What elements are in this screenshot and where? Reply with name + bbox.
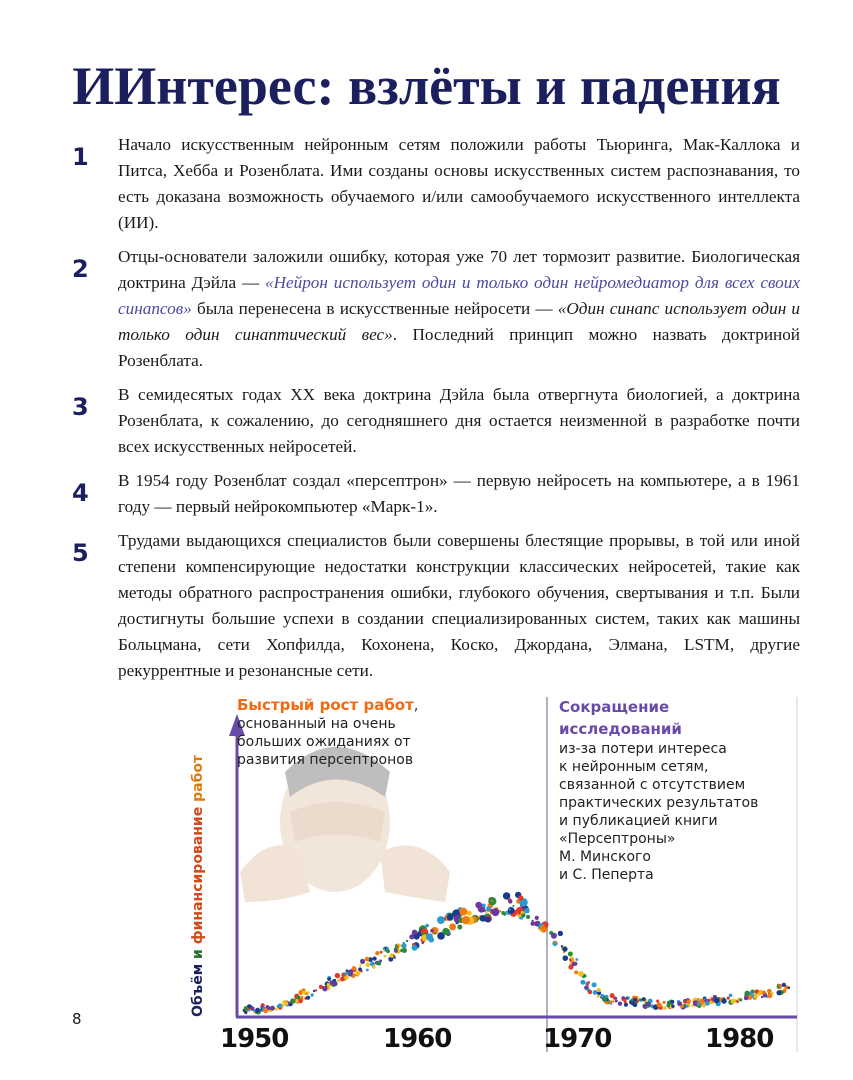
- data-point: [421, 941, 424, 944]
- data-point: [615, 997, 617, 999]
- data-point: [656, 999, 659, 1002]
- data-point: [486, 906, 491, 911]
- data-point: [412, 930, 417, 935]
- data-point: [412, 945, 418, 951]
- data-point: [782, 983, 786, 987]
- data-point: [322, 986, 327, 991]
- data-point: [699, 999, 704, 1004]
- data-point: [449, 923, 456, 930]
- data-point: [731, 999, 736, 1004]
- data-point: [610, 1000, 613, 1003]
- data-point: [360, 959, 365, 964]
- data-point: [712, 998, 715, 1001]
- data-point: [394, 949, 398, 953]
- annotation-rapid-growth: [237, 696, 418, 769]
- page-title: ИИнтерес: взлёты и падения: [72, 56, 781, 116]
- annotation-line: связанной с отсутствием: [559, 777, 746, 793]
- data-point: [663, 1006, 666, 1009]
- annotation-line: к нейронным сетям,: [559, 759, 709, 775]
- data-point: [535, 916, 539, 920]
- data-point: [508, 907, 515, 914]
- data-point: [284, 1002, 288, 1006]
- man-covering-face-illustration: [240, 747, 450, 902]
- annotation-heading: Быстрый рост работ: [237, 696, 414, 714]
- data-point: [593, 990, 598, 995]
- paragraph-text: . Последний принцип можно назвать доктриной Розенблата.: [118, 325, 801, 370]
- paragraph-block: [0, 382, 853, 460]
- data-point: [447, 914, 454, 921]
- data-point: [376, 961, 381, 966]
- data-point: [739, 998, 742, 1001]
- data-point: [686, 999, 691, 1004]
- data-point: [248, 1010, 250, 1012]
- data-point: [524, 908, 530, 914]
- data-point: [310, 993, 313, 996]
- data-point: [509, 908, 511, 910]
- annotation-line: и С. Пеперта: [559, 867, 654, 883]
- paragraph-list: [0, 132, 853, 684]
- data-point: [372, 956, 376, 960]
- data-point: [335, 973, 340, 978]
- data-point: [319, 985, 323, 989]
- data-point: [597, 988, 601, 992]
- rosenblatt-doctrine-quote: «Один синапс использует один и только один синаптический вес»: [118, 299, 800, 344]
- y-label-part: и: [190, 944, 206, 964]
- data-point: [588, 990, 592, 994]
- data-point: [597, 995, 600, 998]
- data-point: [344, 972, 347, 975]
- data-point: [612, 1000, 614, 1002]
- data-point: [457, 925, 462, 930]
- data-point: [327, 977, 331, 981]
- data-point: [512, 905, 514, 907]
- data-point: [554, 941, 557, 944]
- data-point: [705, 1001, 710, 1006]
- paragraph: [118, 244, 800, 374]
- data-point: [397, 945, 399, 947]
- data-point: [499, 910, 501, 912]
- comma: ,: [413, 698, 419, 714]
- data-point: [434, 932, 436, 934]
- data-point: [526, 915, 530, 919]
- data-point: [562, 946, 567, 951]
- data-point: [575, 958, 578, 961]
- data-point: [485, 917, 491, 923]
- data-point: [402, 948, 407, 953]
- y-axis-label: [190, 755, 207, 1017]
- annotation-line: основанный на очень: [237, 716, 396, 732]
- data-point: [657, 1002, 662, 1007]
- data-point: [714, 998, 720, 1004]
- data-point: [691, 1004, 693, 1006]
- data-point: [485, 911, 488, 914]
- data-point: [568, 952, 573, 957]
- paragraph-block: [0, 528, 853, 684]
- data-point: [401, 943, 406, 948]
- paragraph-text: Отцы-основатели заложили ошибку, которая уже 70 лет тормозит развитие. Биологическая доктрина Дэйла —: [118, 247, 800, 292]
- data-point: [587, 981, 590, 984]
- annotation-line: М. Минского: [559, 849, 651, 865]
- data-point: [428, 937, 434, 943]
- data-point: [671, 1000, 675, 1004]
- annotation-decline: [559, 696, 758, 884]
- data-point: [306, 996, 310, 1000]
- data-point: [578, 971, 584, 977]
- data-point: [383, 949, 385, 951]
- data-point: [508, 899, 512, 903]
- data-point: [540, 925, 545, 930]
- data-point: [729, 994, 733, 998]
- data-point: [584, 975, 587, 978]
- data-point: [624, 1003, 628, 1007]
- data-point: [298, 999, 302, 1003]
- data-point: [459, 908, 467, 916]
- data-point: [491, 900, 493, 902]
- paragraph-block: [0, 468, 853, 520]
- data-point: [380, 951, 383, 954]
- data-point: [409, 934, 414, 939]
- data-point: [663, 1001, 666, 1004]
- annotation-heading: Сокращение: [559, 698, 670, 716]
- y-label-part: Объём: [190, 963, 206, 1017]
- data-point: [296, 995, 300, 999]
- data-point: [495, 911, 498, 914]
- data-point: [736, 1001, 739, 1004]
- paragraph: Начало искусственным нейронным сетям положили работы Тьюринга, Мак-Каллока и Питса, Хебба и Розенблата. Ими созданы основы искусственных систем распознавания, то есть доказана возможность обучаемого и/или самообучаемого искусственного интеллекта (ИИ).: [118, 135, 800, 232]
- y-label-part: работ: [190, 754, 206, 807]
- data-point: [355, 971, 360, 976]
- data-point: [255, 1008, 260, 1013]
- paragraph-number: 2: [72, 255, 89, 283]
- x-tick-label: 1970: [543, 1024, 612, 1054]
- paragraph-number: 4: [72, 479, 89, 507]
- data-point: [721, 998, 726, 1003]
- paragraph-number: 3: [72, 393, 89, 421]
- data-point: [344, 979, 346, 981]
- paragraph-text: была перенесена в искусственные нейросети —: [191, 299, 558, 318]
- data-point: [580, 980, 585, 985]
- data-point: [346, 969, 349, 972]
- data-point: [406, 940, 408, 942]
- paragraph-block: [0, 132, 853, 236]
- annotation-line: больших ожиданиях от: [237, 734, 411, 750]
- data-point: [744, 991, 749, 996]
- data-point: [587, 984, 589, 986]
- data-point: [681, 1004, 685, 1008]
- data-point: [365, 962, 370, 967]
- data-point: [329, 980, 334, 985]
- data-point: [375, 951, 379, 955]
- annotation-heading: исследований: [559, 720, 682, 738]
- data-point: [518, 895, 523, 900]
- data-point: [767, 993, 772, 998]
- data-point: [727, 996, 730, 999]
- data-point: [475, 902, 482, 909]
- paragraph: В 1954 году Розенблат создал «персептрон» — первую нейросеть на компьютере, а в 1961 году — первый нейрокомпьютер «Марк-1».: [118, 471, 800, 516]
- data-point: [615, 999, 618, 1002]
- y-label-part: финансирование: [190, 806, 206, 945]
- data-point: [777, 986, 780, 989]
- data-point: [646, 1002, 651, 1007]
- data-point: [263, 1008, 268, 1013]
- data-point: [278, 1003, 283, 1008]
- data-point: [337, 979, 340, 982]
- data-point: [366, 969, 369, 972]
- paragraph: Трудами выдающихся специалистов были совершены блестящие прорывы, в той или иной степени компенсирующие недостатки конструкции классических нейросетей, такие как методы обратного распространения ошибки, глубокого обучения, свертывания и т.п. Были достигнуты большие успехи в создании специализированных систем, таких как машины Больцмана, сети Хопфилда, Кохонена, Коско, Джордана, Элмана, LSTM, другие рекуррентные и резонансные сети.: [118, 531, 800, 680]
- paragraph-number: 5: [72, 539, 89, 567]
- data-point: [442, 928, 449, 935]
- data-point: [244, 1011, 247, 1014]
- page-number: 8: [72, 1010, 82, 1028]
- annotation-line: «Персептроны»: [559, 831, 676, 847]
- data-point: [250, 1007, 254, 1011]
- data-point: [624, 1000, 627, 1003]
- data-point: [744, 996, 749, 1001]
- data-point: [558, 931, 563, 936]
- data-point: [430, 929, 434, 933]
- paragraph: В семидесятых годах XX века доктрина Дэйла была отвергнута биологией, а доктрина Розенблата, к сожалению, до сегодняшнего дня остается неизменной в разработке почти всех искусственных нейросетей.: [118, 385, 800, 456]
- data-point: [437, 916, 445, 924]
- data-point: [383, 955, 386, 958]
- chart-section: [0, 692, 853, 1062]
- annotation-line: и публикацией книги: [559, 813, 718, 829]
- data-point: [551, 933, 557, 939]
- data-point: [622, 996, 625, 999]
- data-point: [270, 1006, 275, 1011]
- data-point: [467, 911, 472, 916]
- data-point: [574, 970, 578, 974]
- data-point: [788, 986, 791, 989]
- data-point: [572, 962, 576, 966]
- data-point: [302, 991, 306, 995]
- data-point: [372, 965, 376, 969]
- data-point: [289, 1003, 292, 1006]
- data-point: [602, 996, 607, 1001]
- x-tick-label: 1980: [705, 1024, 774, 1054]
- data-point: [561, 945, 563, 947]
- x-tick-label: 1960: [383, 1024, 452, 1054]
- data-point: [359, 964, 361, 966]
- data-point: [521, 913, 525, 917]
- data-point: [633, 998, 637, 1002]
- data-point: [505, 911, 507, 913]
- data-point: [763, 993, 767, 997]
- dale-doctrine-quote: «Нейрон использует один и только один нейромедиатор для всех своих синапсов»: [118, 273, 800, 318]
- data-point: [275, 1008, 278, 1011]
- data-point: [592, 982, 597, 987]
- paragraph-number: 1: [72, 143, 89, 171]
- data-point: [639, 998, 642, 1001]
- data-point: [301, 996, 304, 999]
- data-point: [315, 989, 317, 991]
- data-point: [425, 924, 429, 928]
- data-point: [631, 999, 634, 1002]
- data-point: [266, 1005, 270, 1009]
- data-point: [358, 967, 362, 971]
- data-point: [365, 957, 370, 962]
- data-point: [386, 949, 390, 953]
- data-point: [757, 992, 761, 996]
- annotation-line: из-за потери интереса: [559, 741, 727, 757]
- annotation-line: практических результатов: [559, 795, 759, 811]
- data-point: [709, 1001, 712, 1004]
- paragraph-block: [0, 244, 853, 374]
- data-point: [686, 1005, 689, 1008]
- data-point: [671, 1005, 674, 1008]
- data-point: [307, 991, 310, 994]
- data-point: [467, 919, 470, 922]
- data-point: [349, 969, 354, 974]
- data-point: [393, 955, 395, 957]
- data-point: [618, 1001, 622, 1005]
- data-point: [562, 955, 568, 961]
- x-tick-label: 1950: [220, 1024, 289, 1054]
- data-point: [776, 990, 781, 995]
- annotation-line: развития персептронов: [237, 752, 414, 768]
